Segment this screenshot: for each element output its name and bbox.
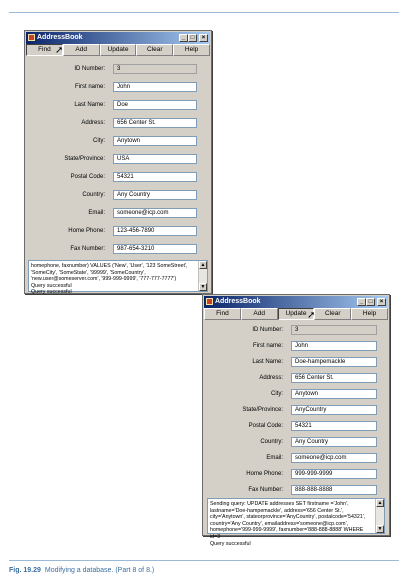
scroll-down-icon[interactable]: ▼ (200, 284, 206, 290)
log-line: Query successful (31, 282, 72, 289)
clear-button[interactable]: Clear (136, 44, 173, 56)
id-number-field: 3 (113, 64, 197, 74)
city-field[interactable]: Anytown (113, 136, 197, 146)
first-name-label: First name: (252, 343, 283, 349)
city-label: City: (93, 138, 105, 144)
id-number-field: 3 (291, 325, 377, 335)
toolbar (26, 44, 210, 56)
log-scrollbar[interactable] (375, 499, 384, 533)
id-number-label: ID Number: (74, 66, 105, 72)
update-button[interactable]: Update (100, 44, 137, 56)
first-name-field[interactable]: John (113, 82, 197, 92)
email-label: Email: (88, 210, 105, 216)
fax-number-label: Fax Number: (70, 246, 105, 252)
addressbook-window-1 (24, 30, 212, 294)
log-line: homephone, faxnumber) VALUES ('New', 'User', '123 SomeStreet', 'SomeCity', 'SomeState', '99999', 'SomeCountry', 'new.user@someserver.com', '999-999-9999', '777-777-7777') (31, 263, 189, 283)
last-name-label: Last Name: (74, 102, 105, 108)
add-button[interactable]: Add (241, 308, 278, 320)
top-rule (9, 12, 399, 13)
mouse-cursor-icon: ➚ (55, 45, 64, 56)
log-line: Query successful (210, 540, 251, 547)
app-icon (206, 298, 213, 305)
postal-code-field[interactable]: 54321 (291, 421, 377, 431)
id-number-label: ID Number: (252, 327, 283, 333)
postal-code-label: Postal Code: (70, 174, 105, 180)
postal-code-label: Postal Code: (248, 423, 283, 429)
title-bar[interactable] (26, 32, 210, 44)
help-button[interactable]: Help (351, 308, 388, 320)
window-title: AddressBook (215, 298, 261, 305)
city-label: City: (271, 391, 283, 397)
app-icon (28, 34, 35, 41)
first-name-field[interactable]: John (291, 341, 377, 351)
last-name-field[interactable]: Doe (113, 100, 197, 110)
mouse-cursor-icon: ➚ (307, 310, 316, 321)
add-button[interactable]: Add (63, 44, 100, 56)
title-bar[interactable] (204, 296, 388, 308)
state-province-label: State/Province: (64, 156, 105, 162)
log-line: Sending query: UPDATE addresses SET firstname ='John', lastname='Doe-hampemackle', address='656 Center St.', city='Anytown', stateorprovince='AnyCountry', postalcode='54321', country='Any Country', emailaddress='someone@icp.com', homephone='999-999-9999', faxnumber='888-888-8888' WHERE id=3 (210, 501, 367, 540)
first-name-label: First name: (74, 84, 105, 90)
home-phone-field[interactable]: 123-456-7890 (113, 226, 197, 236)
addressbook-window-2 (202, 294, 390, 547)
fax-number-field[interactable]: 888-888-8888 (291, 485, 377, 495)
scroll-up-icon[interactable]: ▲ (200, 262, 206, 268)
find-button[interactable]: Find (204, 308, 241, 320)
clear-button[interactable]: Clear (314, 308, 351, 320)
city-field[interactable]: Anytown (291, 389, 377, 399)
close-icon[interactable]: × (377, 298, 386, 306)
last-name-label: Last Name: (252, 359, 283, 365)
query-log[interactable] (28, 260, 208, 296)
bottom-rule (9, 560, 399, 561)
find-button[interactable]: Find (26, 44, 63, 56)
address-field[interactable]: 656 Center St. (291, 373, 377, 383)
scroll-up-icon[interactable]: ▲ (377, 500, 383, 506)
country-field[interactable]: Any Country (291, 437, 377, 447)
country-label: Country: (82, 192, 105, 198)
country-label: Country: (260, 439, 283, 445)
last-name-field[interactable]: Doe-hampemackle (291, 357, 377, 367)
state-province-label: State/Province: (242, 407, 283, 413)
address-label: Address: (81, 120, 105, 126)
close-icon[interactable]: × (199, 34, 208, 42)
figure-number: Fig. 19.29 (9, 567, 41, 574)
fax-number-field[interactable]: 987-654-3210 (113, 244, 197, 254)
email-field[interactable]: someone@icp.com (113, 208, 197, 218)
toolbar (204, 308, 388, 320)
email-label: Email: (266, 455, 283, 461)
window-title: AddressBook (37, 34, 83, 41)
address-field[interactable]: 656 Center St. (113, 118, 197, 128)
maximize-icon[interactable]: □ (366, 298, 375, 306)
scroll-down-icon[interactable]: ▼ (377, 526, 383, 532)
state-province-field[interactable]: USA (113, 154, 197, 164)
maximize-icon[interactable]: □ (188, 34, 197, 42)
home-phone-field[interactable]: 999-999-9999 (291, 469, 377, 479)
update-button[interactable]: Update (278, 308, 315, 320)
minimize-icon[interactable]: _ (357, 298, 366, 306)
figure-caption-text: Modifying a database. (Part 8 of 8.) (44, 567, 155, 574)
query-log[interactable] (207, 498, 385, 547)
minimize-icon[interactable]: _ (179, 34, 188, 42)
log-scrollbar[interactable] (198, 261, 207, 291)
email-field[interactable]: someone@icp.com (291, 453, 377, 463)
address-label: Address: (259, 375, 283, 381)
home-phone-label: Home Phone: (246, 471, 283, 477)
postal-code-field[interactable]: 54321 (113, 172, 197, 182)
help-button[interactable]: Help (173, 44, 210, 56)
figure-caption (9, 567, 154, 574)
country-field[interactable]: Any Country (113, 190, 197, 200)
state-province-field[interactable]: AnyCountry (291, 405, 377, 415)
home-phone-label: Home Phone: (68, 228, 105, 234)
log-line: Query successful (31, 289, 72, 296)
fax-number-label: Fax Number: (248, 487, 283, 493)
